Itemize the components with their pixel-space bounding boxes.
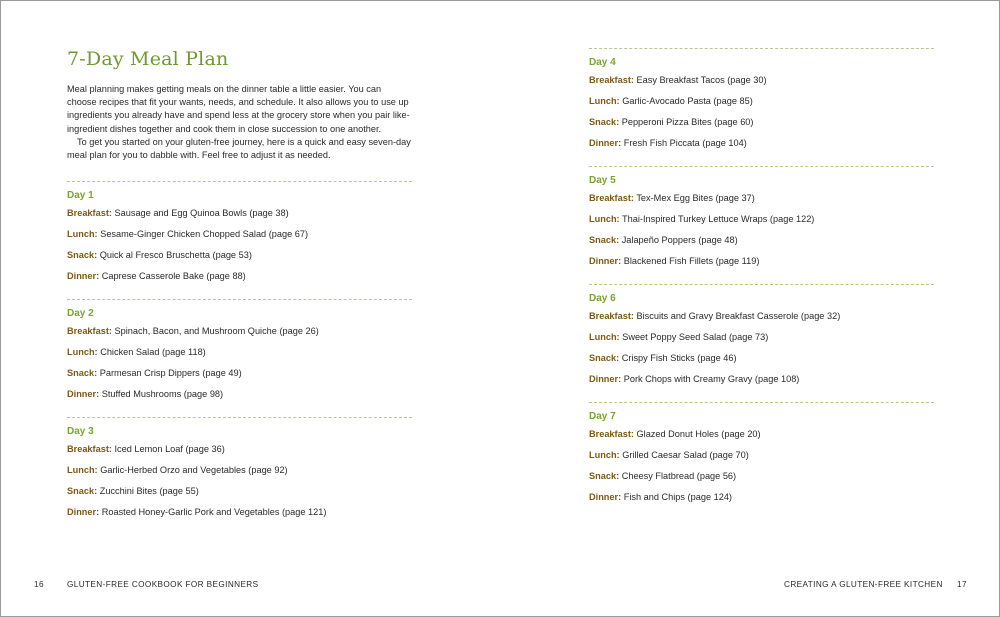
meal-label: Dinner: (67, 271, 100, 281)
meal-lunch (67, 224, 412, 245)
meal-text: Chicken Salad (page 118) (100, 347, 206, 357)
meal-text: Fish and Chips (page 124) (623, 492, 732, 502)
meal-dinner (589, 133, 934, 154)
meal-label: Snack: (589, 471, 620, 481)
meal-label: Lunch: (589, 450, 620, 460)
meal-text: Parmesan Crisp Dippers (page 49) (99, 368, 242, 378)
meal-text: Roasted Honey-Garlic Pork and Vegetables (page 121) (101, 507, 327, 517)
meal-snack (589, 466, 934, 487)
meal-label: Lunch: (67, 347, 98, 357)
meal-snack (67, 363, 412, 384)
day-section-5 (589, 166, 934, 272)
day-title: Day 6 (589, 293, 616, 304)
meal-text: Crispy Fish Sticks (page 46) (621, 353, 737, 363)
meal-label: Lunch: (67, 229, 98, 239)
meal-breakfast (67, 321, 412, 342)
meal-label: Dinner: (589, 492, 622, 502)
meal-text: Easy Breakfast Tacos (page 30) (636, 75, 767, 85)
meal-label: Breakfast: (67, 444, 112, 454)
meal-text: Cheesy Flatbread (page 56) (621, 471, 737, 481)
page-title: 7-Day Meal Plan (67, 48, 229, 70)
meal-dinner (67, 266, 412, 287)
meal-text: Tex-Mex Egg Bites (page 37) (636, 193, 755, 203)
meal-text: Jalapeño Poppers (page 48) (621, 235, 738, 245)
day-title: Day 7 (589, 411, 616, 422)
meal-dinner (67, 384, 412, 405)
meal-snack (589, 230, 934, 251)
meal-lunch (589, 91, 934, 112)
meal-dinner (589, 369, 934, 390)
meal-label: Dinner: (589, 374, 622, 384)
meal-label: Breakfast: (589, 429, 634, 439)
day-section-4 (589, 48, 934, 154)
meal-label: Dinner: (67, 507, 100, 517)
meal-snack (589, 112, 934, 133)
meal-label: Lunch: (589, 96, 620, 106)
running-footer-left: GLUTEN-FREE COOKBOOK FOR BEGINNERS (67, 580, 259, 589)
day-title: Day 5 (589, 175, 616, 186)
meal-label: Lunch: (67, 465, 98, 475)
meal-label: Snack: (589, 117, 620, 127)
meal-label: Snack: (589, 235, 620, 245)
meal-label: Dinner: (67, 389, 100, 399)
meal-breakfast (67, 203, 412, 224)
meal-label: Breakfast: (589, 75, 634, 85)
day-title: Day 1 (67, 190, 94, 201)
meal-text: Thai-Inspired Turkey Lettuce Wraps (page 122) (622, 214, 815, 224)
meal-breakfast (589, 424, 934, 445)
day-title: Day 3 (67, 426, 94, 437)
intro-text (67, 83, 412, 162)
meal-label: Lunch: (589, 332, 620, 342)
meal-text: Iced Lemon Loaf (page 36) (114, 444, 225, 454)
meal-dinner (67, 502, 412, 523)
meal-snack (67, 245, 412, 266)
meal-lunch (589, 327, 934, 348)
meal-text: Sesame-Ginger Chicken Chopped Salad (page 67) (100, 229, 309, 239)
day-section-3 (67, 417, 412, 523)
meal-text: Biscuits and Gravy Breakfast Casserole (page 32) (636, 311, 841, 321)
meal-snack (67, 481, 412, 502)
meal-dinner (589, 487, 934, 508)
intro-paragraph-2: To get you started on your gluten-free journey, here is a quick and easy seven-day meal plan for you to dabble with. Feel free to adjust it as needed. (67, 136, 411, 161)
meal-text: Garlic-Herbed Orzo and Vegetables (page 92) (100, 465, 288, 475)
meal-breakfast (67, 439, 412, 460)
meal-label: Snack: (67, 486, 98, 496)
meal-label: Snack: (67, 250, 98, 260)
meal-label: Breakfast: (67, 326, 112, 336)
running-footer-right: CREATING A GLUTEN-FREE KITCHEN (784, 580, 943, 589)
meal-text: Zucchini Bites (page 55) (99, 486, 199, 496)
meal-lunch (67, 342, 412, 363)
meal-lunch (67, 460, 412, 481)
meal-breakfast (589, 188, 934, 209)
meal-text: Sweet Poppy Seed Salad (page 73) (622, 332, 769, 342)
day-section-1 (67, 181, 412, 287)
meal-label: Lunch: (589, 214, 620, 224)
day-title: Day 2 (67, 308, 94, 319)
meal-text: Blackened Fish Fillets (page 119) (623, 256, 760, 266)
meal-text: Pepperoni Pizza Bites (page 60) (621, 117, 754, 127)
meal-label: Breakfast: (589, 193, 634, 203)
meal-lunch (589, 209, 934, 230)
meal-breakfast (589, 306, 934, 327)
meal-text: Glazed Donut Holes (page 20) (636, 429, 761, 439)
meal-label: Dinner: (589, 138, 622, 148)
day-section-2 (67, 299, 412, 405)
meal-label: Breakfast: (67, 208, 112, 218)
meal-label: Snack: (589, 353, 620, 363)
meal-text: Sausage and Egg Quinoa Bowls (page 38) (114, 208, 289, 218)
day-section-7 (589, 402, 934, 508)
meal-text: Garlic-Avocado Pasta (page 85) (622, 96, 753, 106)
meal-text: Spinach, Bacon, and Mushroom Quiche (page 26) (114, 326, 319, 336)
meal-label: Dinner: (589, 256, 622, 266)
day-title: Day 4 (589, 57, 616, 68)
meal-dinner (589, 251, 934, 272)
meal-label: Snack: (67, 368, 98, 378)
meal-snack (589, 348, 934, 369)
meal-text: Stuffed Mushrooms (page 98) (101, 389, 224, 399)
page-number-right: 17 (957, 580, 967, 589)
day-section-6 (589, 284, 934, 390)
intro-paragraph-1: Meal planning makes getting meals on the dinner table a little easier. You can choose recipes that fit your wants, needs, and schedule. It also allows you to use up ingredients you already have and spend less at the grocery store when you pair like-ingredient dishes together and cook them in close succession to one another. (67, 84, 410, 134)
meal-text: Caprese Casserole Bake (page 88) (101, 271, 246, 281)
meal-text: Pork Chops with Creamy Gravy (page 108) (623, 374, 800, 384)
meal-text: Grilled Caesar Salad (page 70) (622, 450, 749, 460)
meal-text: Quick al Fresco Bruschetta (page 53) (99, 250, 252, 260)
page-number-left: 16 (34, 580, 44, 589)
meal-breakfast (589, 70, 934, 91)
meal-label: Breakfast: (589, 311, 634, 321)
meal-text: Fresh Fish Piccata (page 104) (623, 138, 747, 148)
meal-lunch (589, 445, 934, 466)
